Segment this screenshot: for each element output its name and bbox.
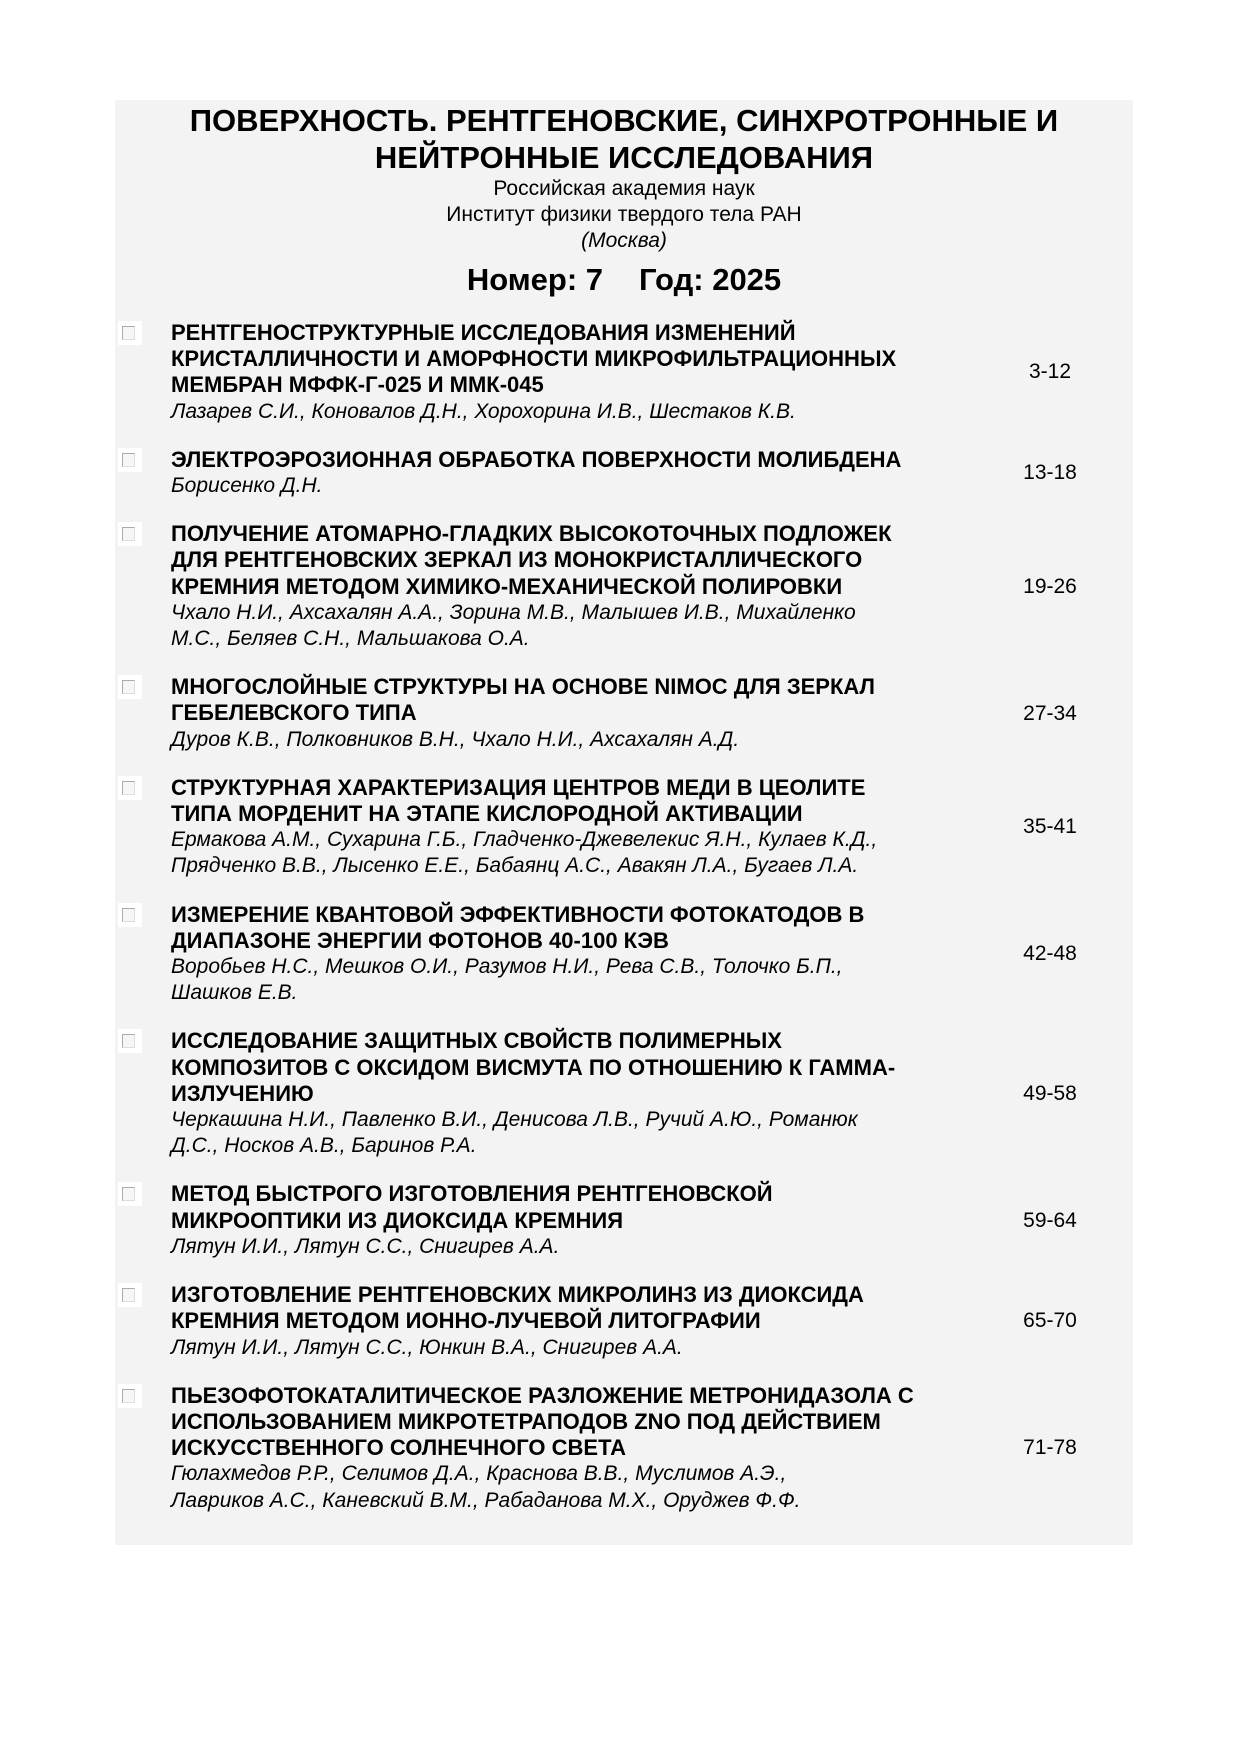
checkbox-icon <box>122 453 135 467</box>
article-authors: М.С., Беляев С.Н., Мальшакова О.А. <box>171 627 530 651</box>
article-title[interactable]: МНОГОСЛОЙНЫЕ СТРУКТУРЫ НА ОСНОВЕ NIMOC ДЛЯ ЗЕРКАЛ <box>171 674 875 700</box>
article-title[interactable]: КОМПОЗИТОВ С ОКСИДОМ ВИСМУТА ПО ОТНОШЕНИЮ К ГАММА- <box>171 1054 896 1080</box>
article-authors: Борисенко Д.Н. <box>171 474 323 498</box>
select-checkbox[interactable] <box>118 321 142 345</box>
article-pages: 42-48 <box>1023 942 1077 966</box>
article-row <box>115 320 1133 425</box>
select-checkbox[interactable] <box>118 1384 142 1408</box>
select-checkbox[interactable] <box>118 1283 142 1307</box>
issue-year: Год: 2025 <box>639 262 782 297</box>
article-row <box>115 775 1133 880</box>
article-body <box>171 1181 961 1260</box>
article-title[interactable]: ПОЛУЧЕНИЕ АТОМАРНО-ГЛАДКИХ ВЫСОКОТОЧНЫХ ПОДЛОЖЕК <box>171 521 892 547</box>
article-authors: Воробьев Н.С., Мешков О.И., Разумов Н.И., Рева С.В., Толочко Б.П., <box>171 955 843 979</box>
article-row <box>115 1028 1133 1159</box>
article-pages: 13-18 <box>1023 461 1077 485</box>
article-authors: Лятун И.И., Лятун С.С., Юнкин В.А., Снигирев А.А. <box>171 1335 683 1359</box>
article-body <box>171 902 961 1007</box>
contents-panel <box>115 100 1133 1545</box>
article-pages: 35-41 <box>1023 815 1077 839</box>
journal-header <box>115 100 1133 300</box>
checkbox-icon <box>122 781 135 795</box>
checkbox-icon <box>122 326 135 340</box>
article-authors: Чхало Н.И., Ахсахалян А.А., Зорина М.В., Малышев И.В., Михайленко <box>171 600 856 624</box>
article-title[interactable]: МЕТОД БЫСТРОГО ИЗГОТОВЛЕНИЯ РЕНТГЕНОВСКОЙ <box>171 1181 773 1207</box>
article-row <box>115 1282 1133 1361</box>
article-title[interactable]: ИССЛЕДОВАНИЕ ЗАЩИТНЫХ СВОЙСТВ ПОЛИМЕРНЫХ <box>171 1028 782 1054</box>
issue-number: Номер: 7 <box>466 262 604 297</box>
publisher: Российская академия наук <box>493 177 755 200</box>
article-pages: 65-70 <box>1023 1309 1077 1333</box>
journal-title-line1: ПОВЕРХНОСТЬ. РЕНТГЕНОВСКИЕ, СИНХРОТРОННЫЕ И <box>189 103 1059 138</box>
checkbox-icon <box>122 908 135 922</box>
article-title[interactable]: ПЬЕЗОФОТОКАТАЛИТИЧЕСКОЕ РАЗЛОЖЕНИЕ МЕТРОНИДАЗОЛА С <box>171 1382 914 1408</box>
article-row <box>115 902 1133 1007</box>
article-authors: Лятун И.И., Лятун С.С., Снигирев А.А. <box>171 1234 560 1258</box>
article-title[interactable]: МЕМБРАН МФФК-Г-025 И ММК-045 <box>171 372 544 398</box>
article-authors: Лавриков А.С., Каневский В.М., Рабаданова М.Х., Оруджев Ф.Ф. <box>171 1488 801 1512</box>
article-body <box>171 1282 961 1361</box>
article-authors: Ермакова А.М., Сухарина Г.Б., Гладченко-Джевелекис Я.Н., Кулаев К.Д., <box>171 828 878 852</box>
article-title[interactable]: КРИСТАЛЛИЧНОСТИ И АМОРФНОСТИ МИКРОФИЛЬТРАЦИОННЫХ <box>171 346 897 372</box>
article-authors: Дуров К.В., Полковников В.Н., Чхало Н.И., Ахсахалян А.Д. <box>171 727 740 751</box>
article-title[interactable]: РЕНТГЕНОСТРУКТУРНЫЕ ИССЛЕДОВАНИЯ ИЗМЕНЕНИЙ <box>171 320 796 345</box>
article-title[interactable]: ИСПОЛЬЗОВАНИЕМ МИКРОТЕТРАПОДОВ ZNO ПОД ДЕЙСТВИЕМ <box>171 1408 881 1434</box>
article-title[interactable]: КРЕМНИЯ МЕТОДОМ ХИМИКО-МЕХАНИЧЕСКОЙ ПОЛИРОВКИ <box>171 573 843 599</box>
article-title[interactable]: ИСКУССТВЕННОГО СОЛНЕЧНОГО СВЕТА <box>171 1435 627 1461</box>
article-authors: Шашков Е.В. <box>171 981 298 1005</box>
article-authors: Черкашина Н.И., Павленко В.И., Денисова Л.В., Ручий А.Ю., Романюк <box>171 1108 858 1132</box>
article-authors: Д.С., Носков А.В., Баринов Р.А. <box>171 1134 477 1158</box>
article-title[interactable]: ДЛЯ РЕНТГЕНОВСКИХ ЗЕРКАЛ ИЗ МОНОКРИСТАЛЛИЧЕСКОГО <box>171 547 863 573</box>
article-list <box>115 320 1133 1514</box>
article-body <box>171 1383 961 1514</box>
article-title[interactable]: ТИПА МОРДЕНИТ НА ЭТАПЕ КИСЛОРОДНОЙ АКТИВАЦИИ <box>171 801 803 827</box>
journal-title-line2: НЕЙТРОННЫЕ ИССЛЕДОВАНИЯ <box>374 140 874 175</box>
article-body <box>171 775 961 880</box>
article-authors: Лазарев С.И., Коновалов Д.Н., Хорохорина И.В., Шестаков К.В. <box>171 399 796 423</box>
select-checkbox[interactable] <box>118 903 142 927</box>
select-checkbox[interactable] <box>118 1182 142 1206</box>
article-body <box>171 521 961 652</box>
article-row <box>115 1181 1133 1260</box>
article-row <box>115 447 1133 499</box>
checkbox-icon <box>122 527 135 541</box>
article-pages: 3-12 <box>1028 360 1072 384</box>
article-body <box>171 1028 961 1159</box>
article-row <box>115 1383 1133 1514</box>
article-row <box>115 674 1133 753</box>
select-checkbox[interactable] <box>118 1029 142 1053</box>
checkbox-icon <box>122 1389 135 1403</box>
checkbox-icon <box>122 1288 135 1302</box>
article-row <box>115 521 1133 652</box>
article-pages: 59-64 <box>1023 1208 1077 1232</box>
article-title[interactable]: ЭЛЕКТРОЭРОЗИОННАЯ ОБРАБОТКА ПОВЕРХНОСТИ МОЛИБДЕНА <box>171 446 902 472</box>
checkbox-icon <box>122 1034 135 1048</box>
article-title[interactable]: ИЗЛУЧЕНИЮ <box>171 1080 314 1106</box>
article-title[interactable]: ДИАПАЗОНЕ ЭНЕРГИИ ФОТОНОВ 40-100 КЭВ <box>171 927 669 953</box>
institute: Институт физики твердого тела РАН <box>446 203 802 226</box>
article-title[interactable]: ИЗГОТОВЛЕНИЕ РЕНТГЕНОВСКИХ МИКРОЛИНЗ ИЗ ДИОКСИДА <box>171 1282 864 1308</box>
city: (Москва) <box>581 229 667 252</box>
checkbox-icon <box>122 1187 135 1201</box>
select-checkbox[interactable] <box>118 675 142 699</box>
article-authors: Прядченко В.В., Лысенко Е.Е., Бабаянц А.С., Авакян Л.А., Бугаев Л.А. <box>171 854 859 878</box>
article-pages: 19-26 <box>1023 574 1077 598</box>
issue-info <box>115 260 1133 300</box>
article-title[interactable]: СТРУКТУРНАЯ ХАРАКТЕРИЗАЦИЯ ЦЕНТРОВ МЕДИ В ЦЕОЛИТЕ <box>171 774 866 800</box>
article-title[interactable]: ИЗМЕРЕНИЕ КВАНТОВОЙ ЭФФЕКТИВНОСТИ ФОТОКАТОДОВ В <box>171 901 865 927</box>
article-pages: 27-34 <box>1023 701 1077 725</box>
select-checkbox[interactable] <box>118 522 142 546</box>
checkbox-icon <box>122 680 135 694</box>
article-authors: Гюлахмедов Р.Р., Селимов Д.А., Краснова В.В., Муслимов А.Э., <box>171 1462 787 1486</box>
article-pages: 49-58 <box>1023 1081 1077 1105</box>
select-checkbox[interactable] <box>118 776 142 800</box>
article-body <box>171 674 961 753</box>
article-body <box>171 320 961 425</box>
article-title[interactable]: МИКРООПТИКИ ИЗ ДИОКСИДА КРЕМНИЯ <box>171 1207 624 1233</box>
select-checkbox[interactable] <box>118 448 142 472</box>
article-body <box>171 447 961 499</box>
article-pages: 71-78 <box>1023 1436 1077 1460</box>
article-title[interactable]: ГЕБЕЛЕВСКОГО ТИПА <box>171 700 417 726</box>
article-title[interactable]: КРЕМНИЯ МЕТОДОМ ИОННО-ЛУЧЕВОЙ ЛИТОГРАФИИ <box>171 1308 761 1334</box>
